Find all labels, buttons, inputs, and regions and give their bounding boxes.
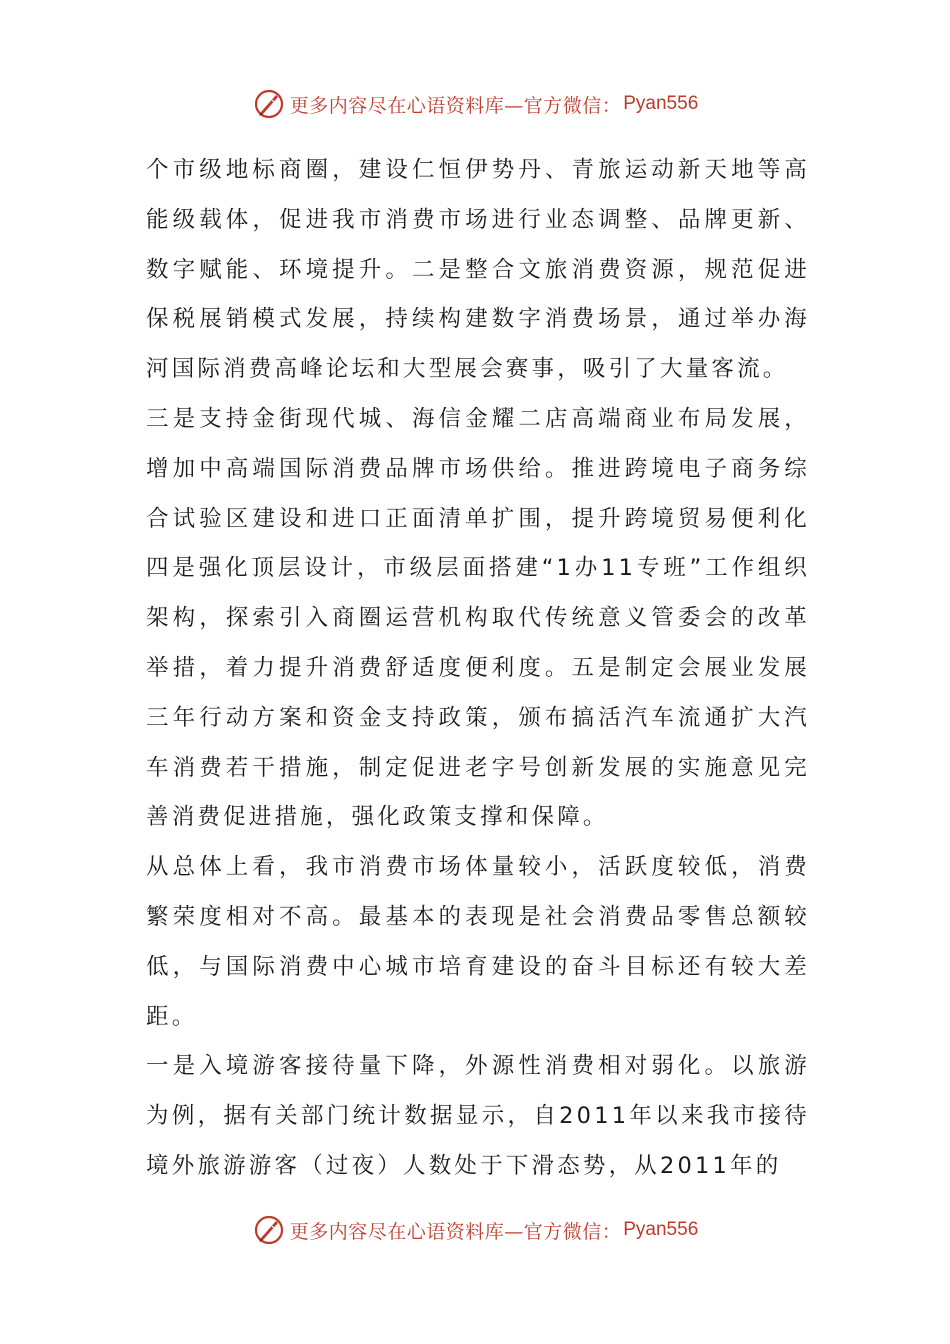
paragraph: 三是支持金街现代城、海信金耀二店高端商业布局发展，增加中高端国际消费品牌市场供给。推进跨境电子商务综合试验区建设和进口正面清单扩围，提升跨境贸易便利化四是强化顶层设计，市级层面搭建“1办11专班”工作组织架构，探索引入商圈运营机构取代传统意义管委会的改革举措，着力提升消费舒适度便利度。五是制定会展业发展三年行动方案和资金支持政策，颁布搞活汽车流通扩大汽车消费若干措施，制定促进老字号创新发展的实施意见完善消费促进措施，强化政策支撑和保障。 [146,405,810,831]
header-watermark [0,84,950,124]
watermark-text: 更多内容尽在心语资料库—官方微信： [289,1220,622,1243]
paragraph: 个市级地标商圈，建设仁恒伊势丹、青旅运动新天地等高能级载体，促进我市消费市场进行业态调整、品牌更新、数字赋能、环境提升。二是整合文旅消费资源，规范促进保税展销模式发展，持续构建数字消费场景，通过举办海河国际消费高峰论坛和大型展会赛事，吸引了大量客流。 [146,157,810,383]
watermark-wechat-id: Pyan556 [623,93,699,114]
paragraph: 一是入境游客接待量下降，外源性消费相对弱化。以旅游为例，据有关部门统计数据显示，自2011年以来我市接待境外旅游游客（过夜）人数处于下滑态势，从2011年的 [146,1053,810,1179]
watermark-text: 更多内容尽在心语资料库—官方微信： [289,94,622,117]
watermark-wechat-id: Pyan556 [623,1219,699,1240]
paragraph: 从总体上看，我市消费市场体量较小，活跃度较低，消费繁荣度相对不高。最基本的表现是社会消费品零售总额较低，与国际消费中心城市培育建设的奋斗目标还有较大差距。 [146,854,810,1030]
quill-pen-circle-icon [252,1213,286,1247]
quill-pen-circle-icon [252,87,286,121]
body-text [146,146,810,1192]
footer-watermark [0,1210,950,1250]
